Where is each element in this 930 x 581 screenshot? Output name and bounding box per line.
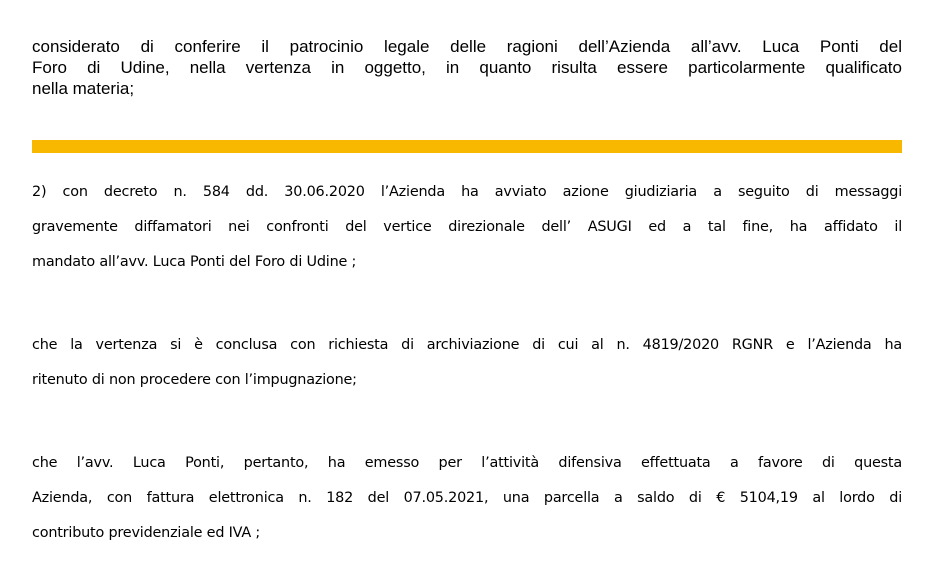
text-line: 2) con decreto n. 584 dd. 30.06.2020 l’Azienda ha avviato azione giudiziaria a seguito di messaggi [32,184,902,200]
text-line: considerato di conferire il patrocinio legale delle ragioni dell’Azienda all’avv. Luca Ponti del [32,37,902,56]
paragraph-decree [32,175,902,280]
text-line: mandato all’avv. Luca Ponti del Foro di Udine ; [32,254,357,270]
paragraph-archiviazione [32,328,902,398]
intro-paragraph [32,36,902,99]
text-line: Azienda, con fattura elettronica n. 182 del 07.05.2021, una parcella a saldo di € 5104,19 al lordo di [32,490,902,506]
text-line: nella materia; [32,79,135,98]
text-line: Foro di Udine, nella vertenza in oggetto, in quanto risulta essere particolarmente qualificato [32,58,902,77]
text-line: ritenuto di non procedere con l’impugnazione; [32,372,357,388]
paragraph-parcella [32,446,902,551]
text-line: gravemente diffamatori nei confronti del vertice direzionale dell’ ASUGI ed a tal fine, ha affidato il [32,219,902,235]
section-divider-bar [32,140,902,153]
text-line: che l’avv. Luca Ponti, pertanto, ha emesso per l’attività difensiva effettuata a favore di questa [32,455,902,471]
text-line: contributo previdenziale ed IVA ; [32,525,261,541]
text-line: che la vertenza si è conclusa con richiesta di archiviazione di cui al n. 4819/2020 RGNR e l’Azienda ha [32,337,902,353]
